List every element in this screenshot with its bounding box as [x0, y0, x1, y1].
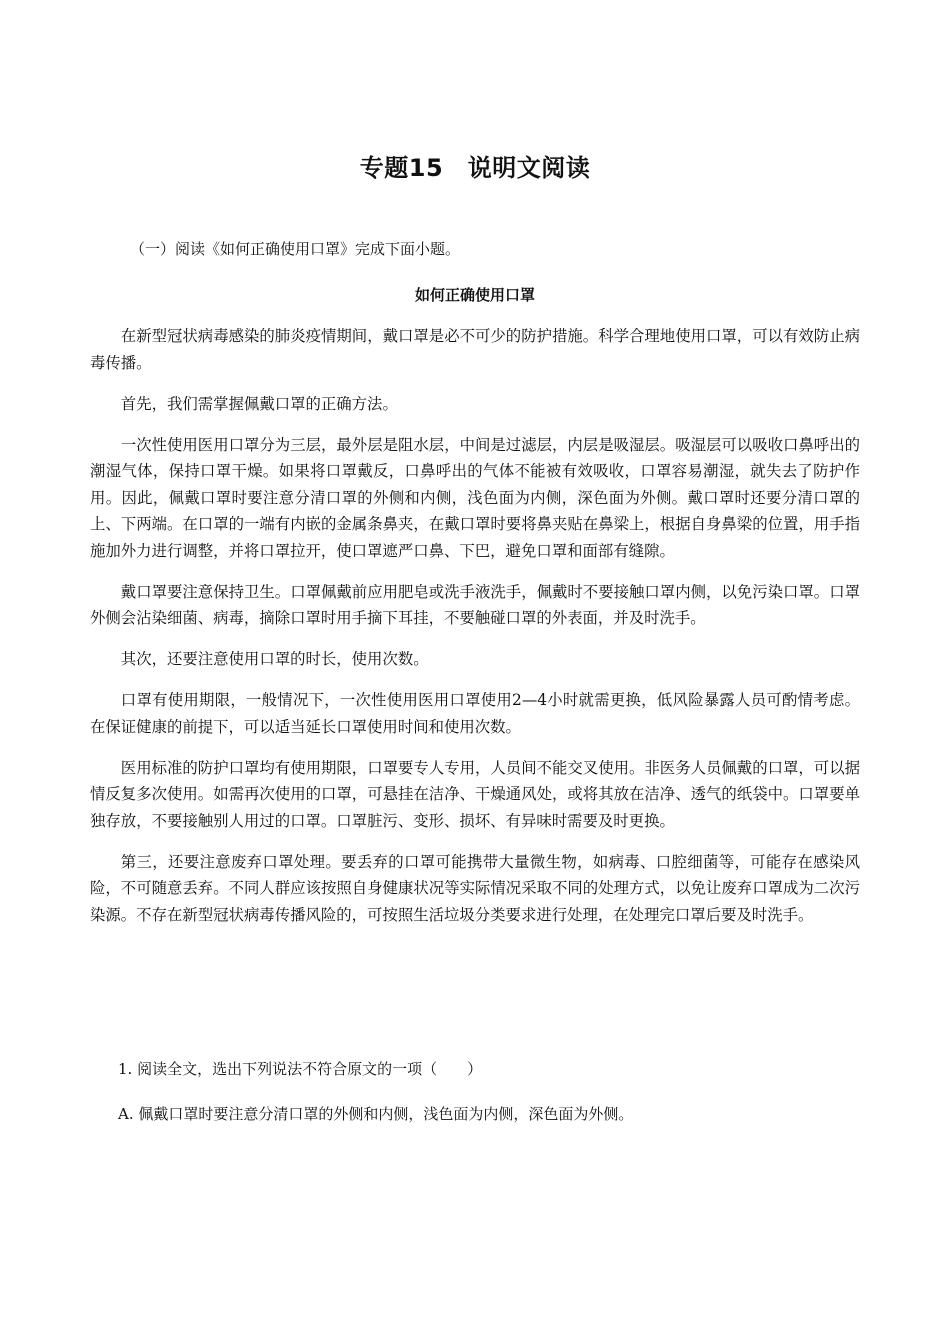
article-body [90, 323, 860, 943]
question-1: 1. 阅读全文，选出下列说法不符合原文的一项（ ） [118, 1060, 483, 1078]
paragraph-1: 在新型冠状病毒感染的肺炎疫情期间，戴口罩是必不可少的防护措施。科学合理地使用口罩，可以有效防止病毒传播。 [90, 327, 860, 372]
reading-instruction: （一）阅读《如何正确使用口罩》完成下面小题。 [130, 240, 461, 258]
paragraph-8: 第三，还要注意废弃口罩处理。要丢弃的口罩可能携带大量微生物，如病毒、口腔细菌等，可能存在感染风险，不可随意丢弃。不同人群应该按照自身健康状况等实际情况采取不同的处理方式，以免让废弃口罩成为二次污染源。不存在新型冠状病毒传播风险的，可按照生活垃圾分类要求进行处理，在处理完口罩后要及时洗手。 [90, 852, 860, 924]
paragraph-3: 一次性使用医用口罩分为三层，最外层是阻水层，中间是过滤层，内层是吸湿层。吸湿层可以吸收口鼻呼出的潮湿气体，保持口罩干燥。如果将口罩戴反，口鼻呼出的气体不能被有效吸收，口罩容易潮湿，就失去了防护作用。因此，佩戴口罩时要注意分清口罩的外侧和内侧，浅色面为内侧，深色面为外侧。戴口罩时还要分清口罩的上、下两端。在口罩的一端有内嵌的金属条鼻夹，在戴口罩时要将鼻夹贴在鼻梁上，根据自身鼻梁的位置，用手指施加外力进行调整，并将口罩拉开，使口罩遮严口鼻、下巴，避免口罩和面部有缝隙。 [90, 435, 860, 560]
paragraph-7: 医用标准的防护口罩均有使用期限，口罩要专人专用，人员间不能交叉使用。非医务人员佩戴的口罩，可以据情反复多次使用。如需再次使用的口罩，可悬挂在洁净、干燥通风处，或将其放在洁净、透气的纸袋中。口罩要单独存放，不要接触别人用过的口罩。口罩脏污、变形、损坏、有异味时需要及时更换。 [90, 758, 860, 830]
option-a: A. 佩戴口罩时要注意分清口罩的外侧和内侧，浅色面为内侧，深色面为外侧。 [118, 1105, 634, 1123]
article-title: 如何正确使用口罩 [414, 286, 535, 304]
paragraph-4: 戴口罩要注意保持卫生。口罩佩戴前应用肥皂或洗手液洗手，佩戴时不要接触口罩内侧，以免污染口罩。口罩外侧会沾染细菌、病毒，摘除口罩时用手摘下耳挂，不要触碰口罩的外表面，并及时洗手。 [90, 582, 860, 627]
paragraph-5: 其次，还要注意使用口罩的时长，使用次数。 [120, 650, 429, 668]
document-title: 专题15 说明文阅读 [359, 154, 591, 182]
paragraph-6: 口罩有使用期限，一般情况下，一次性使用医用口罩使用2—4小时就需更换，低风险暴露人员可酌情考虑。在保证健康的前提下，可以适当延长口罩使用时间和使用次数。 [90, 691, 860, 736]
paragraph-2: 首先，我们需掌握佩戴口罩的正确方法。 [120, 394, 398, 413]
